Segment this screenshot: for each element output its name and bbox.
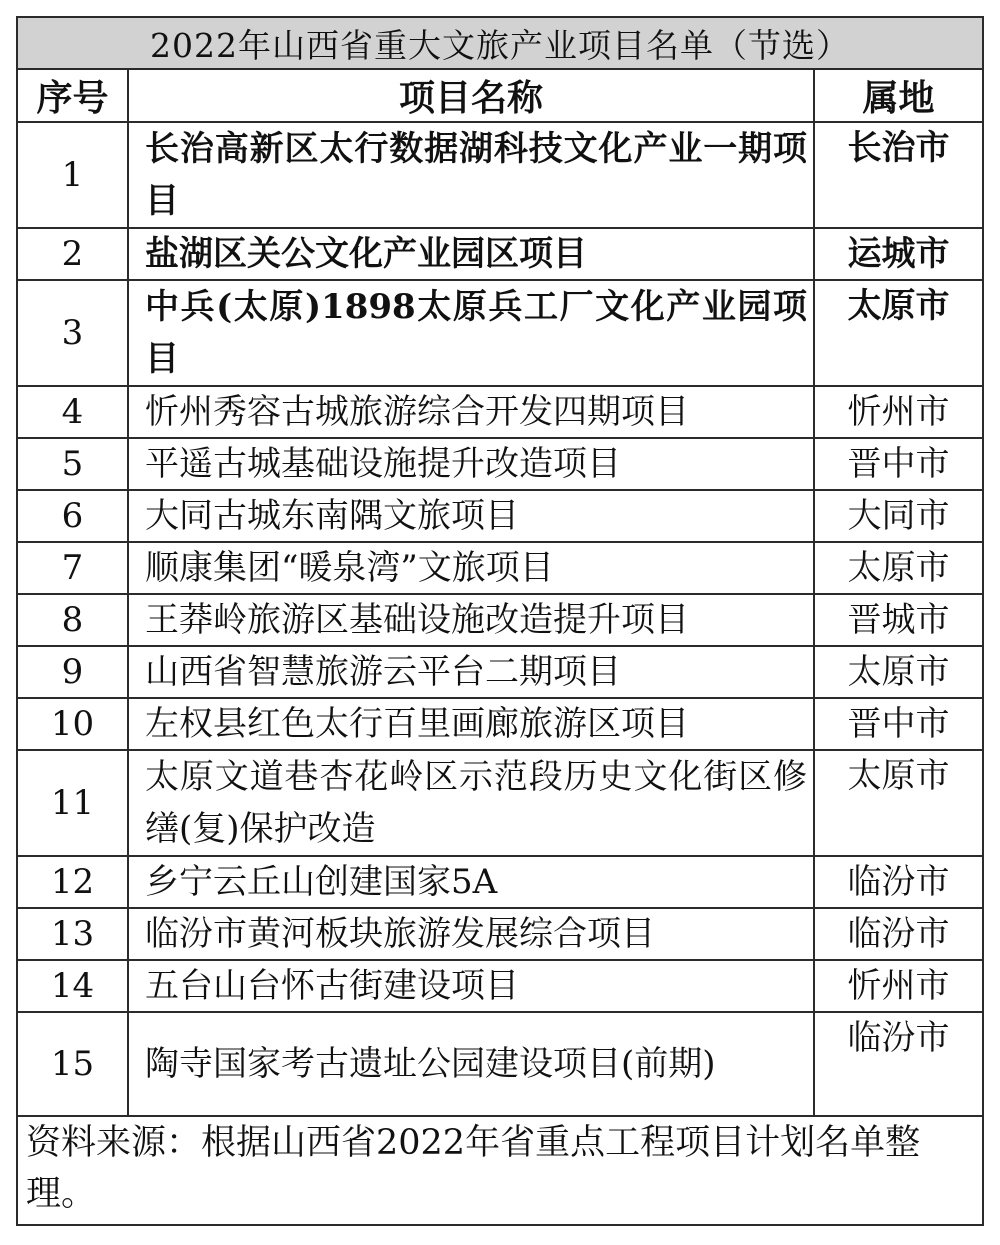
row-region: 运城市 [814,228,983,280]
header-index: 序号 [17,69,128,122]
row-index: 14 [17,960,128,1012]
row-index: 11 [17,750,128,856]
row-project-name: 平遥古城基础设施提升改造项目 [128,438,814,490]
table-header-row [17,69,983,122]
row-index: 15 [17,1012,128,1116]
table-title-row [17,17,983,69]
row-index: 7 [17,542,128,594]
row-region: 临汾市 [814,1012,983,1116]
row-region: 临汾市 [814,908,983,960]
table-row [17,386,983,438]
row-project-name: 临汾市黄河板块旅游发展综合项目 [128,908,814,960]
row-region: 临汾市 [814,856,983,908]
row-project-name: 陶寺国家考古遗址公园建设项目(前期) [128,1012,814,1116]
row-region: 忻州市 [814,386,983,438]
table-row [17,698,983,750]
row-project-name: 乡宁云丘山创建国家5A [128,856,814,908]
row-region: 太原市 [814,646,983,698]
project-list-table [16,16,984,1226]
table-row [17,960,983,1012]
row-region: 忻州市 [814,960,983,1012]
table-row [17,438,983,490]
row-index: 8 [17,594,128,646]
table-row [17,594,983,646]
table-row [17,908,983,960]
table-row [17,542,983,594]
row-region: 太原市 [814,280,983,386]
row-project-name: 大同古城东南隅文旅项目 [128,490,814,542]
row-region: 晋中市 [814,438,983,490]
row-region: 长治市 [814,122,983,228]
table-row [17,280,983,386]
table-row [17,122,983,228]
table-title: 2022年山西省重大文旅产业项目名单（节选） [17,17,983,69]
row-project-name: 太原文道巷杏花岭区示范段历史文化街区修缮(复)保护改造 [128,750,814,856]
source-note: 资料来源：根据山西省2022年省重点工程项目计划名单整理。 [17,1116,983,1225]
row-index: 4 [17,386,128,438]
row-region: 太原市 [814,542,983,594]
row-index: 12 [17,856,128,908]
row-region: 晋中市 [814,698,983,750]
row-project-name: 忻州秀容古城旅游综合开发四期项目 [128,386,814,438]
row-region: 太原市 [814,750,983,856]
row-project-name: 盐湖区关公文化产业园区项目 [128,228,814,280]
row-project-name: 长治高新区太行数据湖科技文化产业一期项目 [128,122,814,228]
row-index: 13 [17,908,128,960]
row-index: 6 [17,490,128,542]
row-project-name: 王莽岭旅游区基础设施改造提升项目 [128,594,814,646]
row-index: 10 [17,698,128,750]
row-project-name: 顺康集团“暖泉湾”文旅项目 [128,542,814,594]
row-index: 3 [17,280,128,386]
row-index: 9 [17,646,128,698]
table-row [17,856,983,908]
table-row [17,228,983,280]
row-region: 大同市 [814,490,983,542]
table-row [17,1012,983,1116]
header-project-name: 项目名称 [128,69,814,122]
table-row [17,646,983,698]
table-row [17,490,983,542]
source-note-row [17,1116,983,1225]
row-project-name: 左权县红色太行百里画廊旅游区项目 [128,698,814,750]
row-project-name: 中兵(太原)1898太原兵工厂文化产业园项目 [128,280,814,386]
row-region: 晋城市 [814,594,983,646]
row-index: 1 [17,122,128,228]
row-project-name: 山西省智慧旅游云平台二期项目 [128,646,814,698]
header-region: 属地 [814,69,983,122]
table-row [17,750,983,856]
row-project-name: 五台山台怀古街建设项目 [128,960,814,1012]
row-index: 5 [17,438,128,490]
row-index: 2 [17,228,128,280]
